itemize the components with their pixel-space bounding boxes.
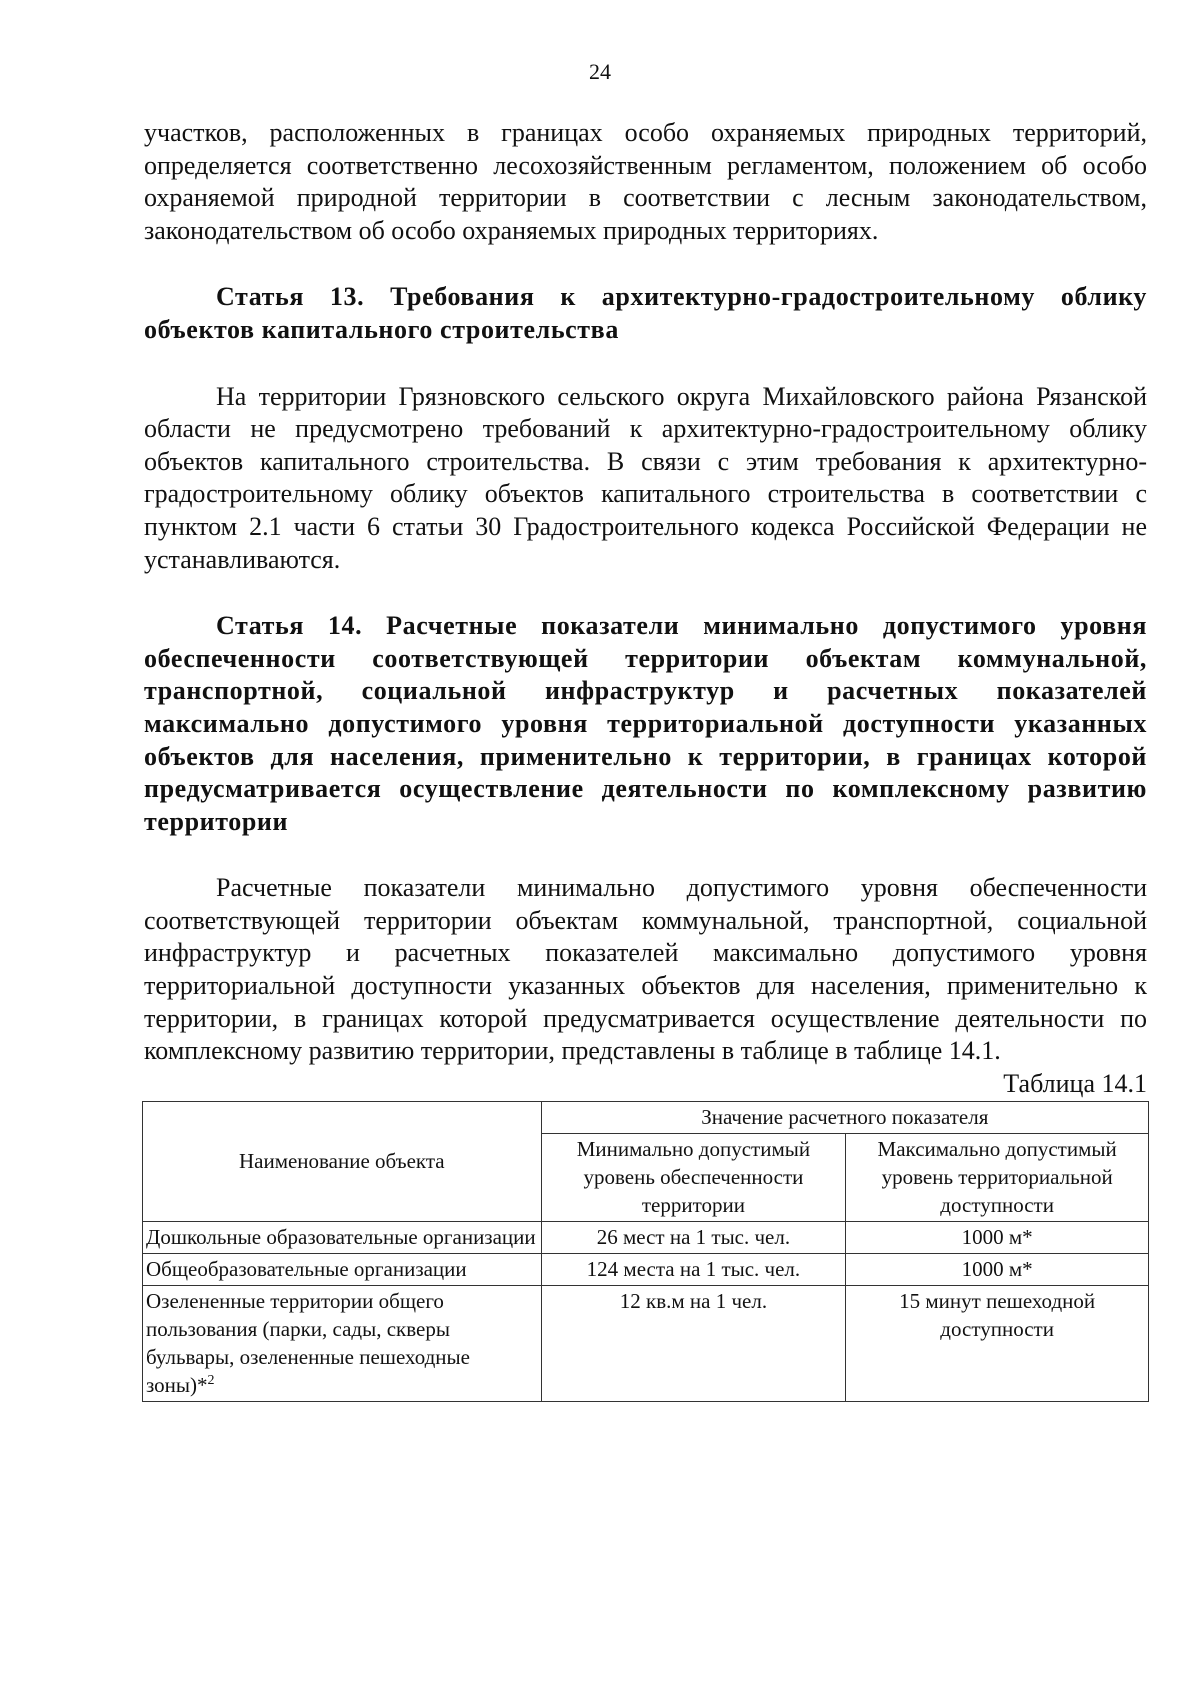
- row-object-name: [143, 1253, 542, 1285]
- table-row: [143, 1285, 1149, 1401]
- row-max-value: 1000 м*: [846, 1221, 1149, 1253]
- table-row: [143, 1253, 1149, 1285]
- page-content: [144, 117, 1147, 1402]
- article-14-paragraph: Расчетные показатели минимально допустимого уровня обеспеченности соответствующей территории объектам коммунальной, транспортной, социальной инфраструктур и расчетных показателей максимально допустимого уровня территориальной доступности указанных объектов для населения, применительно к территории, в границах которой предусматривается осуществление деятельности по комплексному развитию территории, представлены в таблице в таблице 14.1.: [144, 873, 1147, 1066]
- row-max-value: 15 минут пешеходной доступности: [846, 1285, 1149, 1401]
- header-indicator-value: Значение расчетного показателя: [541, 1101, 1148, 1133]
- row-object-name: [143, 1285, 542, 1401]
- article-13-paragraph: На территории Грязновского сельского округа Михайловского района Рязанской области не предусмотрено требований к архитектурно-градостроительному облику объектов капитального строительства. В связи с этим требования к архитектурно-градостроительному облику объектов капитального строительства в соответствии с пунктом 2.1 части 6 статьи 30 Градостроительного кодекса Российской Федерации не устанавливаются.: [144, 381, 1147, 574]
- row-object-name-text: Озелененные территории общего пользования (парки, сады, скверы бульвары, озелененные пешеходные зоны)*: [146, 1288, 470, 1397]
- page-number: 24: [589, 59, 611, 84]
- article-14-heading: Статья 14. Расчетные показатели минимально допустимого уровня обеспеченности соответствующей территории объектам коммунальной, транспортной, социальной инфраструктур и расчетных показателей максимально допустимого уровня территориальной доступности указанных объектов для населения, применительно к территории, в границах которой предусматривается осуществление деятельности по комплексному развитию территории: [144, 611, 1147, 836]
- header-object-name: Наименование объекта: [143, 1101, 542, 1221]
- article-13-heading: Статья 13. Требования к архитектурно-градостроительному облику объектов капитального строительства: [144, 282, 1147, 344]
- table-header-row-1: [143, 1101, 1149, 1133]
- footnote-marker: 2: [207, 1372, 215, 1388]
- row-min-value: 26 мест на 1 тыс. чел.: [541, 1221, 846, 1253]
- paragraph-continuation: участков, расположенных в границах особо охраняемых природных территорий, определяется соответственно лесохозяйственным регламентом, положением об особо охраняемой природной территории в соответствии с лесным законодательством, законодательством об особо охраняемых природных территориях.: [144, 118, 1147, 245]
- table-caption: Таблица 14.1: [1003, 1068, 1147, 1098]
- row-min-value: 124 места на 1 тыс. чел.: [541, 1253, 846, 1285]
- row-object-name-text: Дошкольные образовательные организации: [146, 1224, 536, 1249]
- row-object-name-text: Общеобразовательные организации: [146, 1256, 467, 1281]
- table-row: [143, 1221, 1149, 1253]
- row-max-value: 1000 м*: [846, 1253, 1149, 1285]
- header-max-level: Максимально допустимый уровень территориальной доступности: [846, 1133, 1149, 1221]
- row-min-value: 12 кв.м на 1 чел.: [541, 1285, 846, 1401]
- row-object-name: [143, 1221, 542, 1253]
- header-min-level: Минимально допустимый уровень обеспеченности территории: [541, 1133, 846, 1221]
- indicators-table: [142, 1101, 1149, 1402]
